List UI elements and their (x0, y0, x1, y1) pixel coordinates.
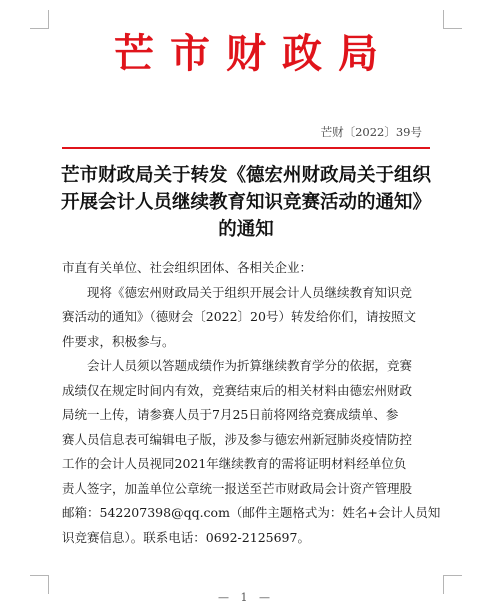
crop-mark-top-left (30, 10, 49, 29)
document-title (50, 162, 442, 243)
agency-header-title: 芒市财政局 (114, 30, 394, 77)
salutation-text: 市直有关单位、社会组织团体、各相关企业： (62, 260, 313, 275)
paragraph-2-line-8: 识竞赛信息）。联系电话：0692-2125697。 (62, 529, 310, 545)
paragraph-2-line-5: 工作的会计人员视同2021年继续教育的需将证明材料经单位负 (62, 456, 407, 471)
document-body (62, 256, 441, 550)
red-divider-rule (62, 147, 430, 149)
paragraph-2-line-7: 邮箱：542207398@qq.com（邮件主题格式为：姓名+会计人员知 (62, 505, 441, 520)
paragraph-1-line-2: 赛活动的通知》（德财会〔2022〕20号）转发给你们，请按照文 (62, 309, 416, 324)
salutation (62, 256, 434, 281)
paragraph-2 (62, 354, 441, 550)
paragraph-1 (62, 281, 434, 355)
page-number-mark: — 1 — (218, 591, 274, 604)
paragraph-2-line-6: 责人签字，加盖单位公章统一报送至芒市财政局会计资产管理股 (62, 480, 413, 496)
title-line-3: 的通知 (218, 219, 274, 240)
crop-mark-top-right (443, 10, 462, 29)
paragraph-1-line-1: 现将《德宏州财政局关于组织开展会计人员继续教育知识竞 (87, 284, 413, 300)
paragraph-2-line-4: 赛人员信息表可编辑电子版，涉及参与德宏州新冠肺炎疫情防控 (62, 431, 413, 447)
paragraph-2-line-3: 局统一上传，请参赛人员于7月25日前将网络竞赛成绩单、参 (62, 407, 399, 422)
document-number: 芒财〔2022〕39号 (320, 125, 422, 139)
paragraph-1-line-3: 件要求，积极参与。 (62, 333, 175, 349)
paragraph-2-line-1: 会计人员须以答题成绩作为折算继续教育学分的依据，竞赛 (87, 358, 413, 373)
title-line-2: 开展会计人员继续教育知识竞赛活动的通知》 (60, 192, 431, 213)
title-line-1: 芒市财政局关于转发《德宏州财政局关于组织 (60, 165, 431, 186)
paragraph-2-line-2: 成绩仅在规定时间内有效，竞赛结束后的相关材料由德宏州财政 (62, 382, 413, 398)
